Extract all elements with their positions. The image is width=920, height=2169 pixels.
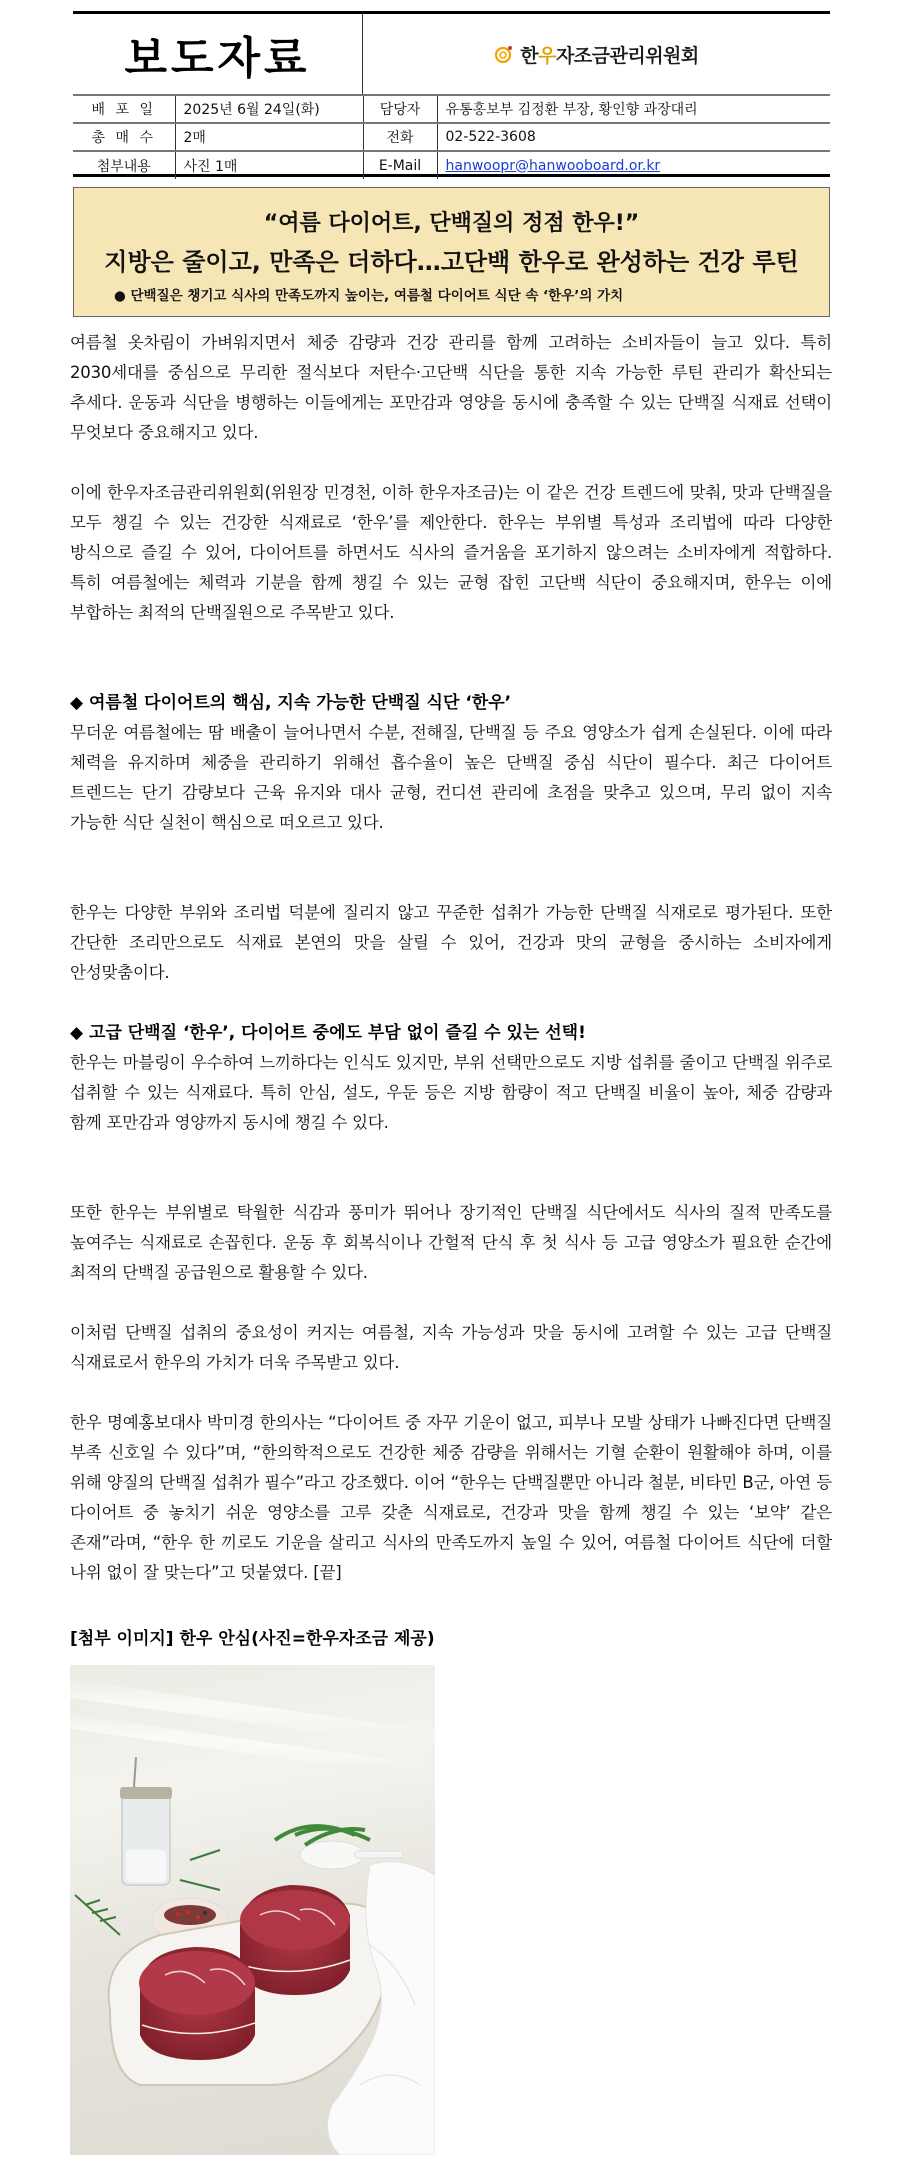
paragraph-1: 여름철 옷차림이 가벼워지면서 체중 감량과 건강 관리를 함께 고려하는 소비자들이 늘고 있다. 특히 2030세대를 중심으로 무리한 절식보다 저탄수·고단백 식단을 통한 지속 가능한 루틴 관리가 확산되는 추세다. 운동과 식단을 병행하는 이들에게는 포만감과 영양을 동시에 충족할 수 있는 단백질 식재료 선택이 무엇보다 중요해지고 있다. xyxy=(70,333,832,442)
table-row xyxy=(73,123,830,151)
section-heading-1: ◆ 여름철 다이어트의 핵심, 지속 가능한 단백질 식단 ‘한우’ xyxy=(70,693,512,713)
attachment-label: 첨부내용 xyxy=(73,151,175,179)
headline-secondary: 지방은 줄이고, 만족은 더하다…고단백 한우로 완성하는 건강 루틴 xyxy=(104,248,799,276)
paragraph-7: 이처럼 단백질 섭취의 중요성이 커지는 여름철, 지속 가능성과 맛을 동시에 고려할 수 있는 고급 단백질 식재료로서 한우의 가치가 더욱 주목받고 있다. xyxy=(70,1323,832,1372)
headline-subtitle: ● 단백질은 챙기고 식사의 만족도까지 높이는, 여름철 다이어트 식단 속 ‘한우’의 가치 xyxy=(114,288,624,304)
page-count-value: 2매 xyxy=(175,123,363,151)
table-row xyxy=(73,151,830,179)
headline-box xyxy=(73,187,830,317)
email-link[interactable]: hanwoopr@hanwooboard.or.kr xyxy=(445,157,661,174)
photo-illustration xyxy=(70,1665,435,2155)
attachment-caption: [첨부 이미지] 한우 안심(사진=한우자조금 제공) xyxy=(70,1629,435,1649)
email-label: E-Mail xyxy=(363,151,437,179)
release-info-table xyxy=(73,94,830,179)
contact-value: 유통홍보부 김정환 부장, 황인향 과장대리 xyxy=(437,95,830,123)
org-logo xyxy=(363,14,830,94)
section-heading-2: ◆ 고급 단백질 ‘한우’, 다이어트 중에도 부담 없이 즐길 수 있는 선택! xyxy=(70,1023,586,1043)
org-name-accent: 우 xyxy=(538,44,556,67)
contact-label: 담당자 xyxy=(363,95,437,123)
attachment-value: 사진 1매 xyxy=(175,151,363,179)
paragraph-2: 이에 한우자조금관리위원회(위원장 민경천, 이하 한우자조금)는 이 같은 건강 트렌드에 맞춰, 맛과 단백질을 모두 챙길 수 있는 건강한 식재료로 ‘한우’를 제안한다. 한우는 부위별 특성과 조리법에 따라 다양한 방식으로 즐길 수 있어, 다이어트를 하면서도 식사의 즐거움을 포기하지 않으려는 소비자에게 적합하다. 특히 여름철에는 체력과 기분을 함께 챙길 수 있는 균형 잡힌 고단백 식단이 중요해지며, 한우는 이에 부합하는 최적의 단백질원으로 주목받고 있다. xyxy=(70,483,832,622)
paragraph-6: 또한 한우는 부위별로 탁월한 식감과 풍미가 뛰어나 장기적인 단백질 식단에서도 식사의 질적 만족도를 높여주는 식재료로 손꼽힌다. 운동 후 회복식이나 간헐적 단식 후 첫 식사 등 고급 영양소가 필요한 순간에 최적의 단백질 공급원으로 활용할 수 있다. xyxy=(70,1203,832,1282)
phone-label: 전화 xyxy=(363,123,437,151)
hanwoo-tenderloin-photo xyxy=(70,1665,435,2155)
release-date-label: 배 포 일 xyxy=(73,95,175,123)
press-release-header xyxy=(73,11,830,177)
org-name-rest: 자조금관리위원회 xyxy=(555,44,699,67)
hanwoo-logo-icon xyxy=(494,44,514,64)
paragraph-5: 한우는 마블링이 우수하여 느끼하다는 인식도 있지만, 부위 선택만으로도 지방 섭취를 줄이고 단백질 위주로 섭취할 수 있는 식재료다. 특히 안심, 설도, 우둔 등은 지방 함량이 적고 단백질 비율이 높아, 체중 감량과 함께 포만감과 영양까지 동시에 챙길 수 있다. xyxy=(70,1053,832,1132)
paragraph-4: 한우는 다양한 부위와 조리법 덕분에 질리지 않고 꾸준한 섭취가 가능한 단백질 식재로로 평가된다. 또한 간단한 조리만으로도 식재료 본연의 맛을 살릴 수 있어, 건강과 맛의 균형을 중시하는 소비자에게 안성맞춤이다. xyxy=(70,903,832,982)
headline-main: “여름 다이어트, 단백질의 정점 한우!” xyxy=(263,211,640,236)
paragraph-3: 무더운 여름철에는 땀 배출이 늘어나면서 수분, 전해질, 단백질 등 주요 영양소가 쉽게 손실된다. 이에 따라 체력을 유지하며 체중을 관리하기 위해선 흡수율이 높은 단백질 중심 식단이 필수다. 최근 다이어트 트렌드는 단기 감량보다 근육 유지와 대사 균형, 컨디션 관리에 초점을 맞추고 있으며, 무리 없이 지속 가능한 식단 실천이 핵심으로 떠오르고 있다. xyxy=(70,723,832,832)
title-cell xyxy=(73,14,363,94)
org-name-prefix: 한 xyxy=(520,44,539,67)
paragraph-8: 한우 명예홍보대사 박미경 한의사는 “다이어트 중 자꾸 기운이 없고, 피부나 모발 상태가 나빠진다면 단백질 부족 신호일 수 있다”며, “한의학적으로도 건강한 체중 감량을 위해서는 기혈 순환이 원활해야 하며, 이를 위해 양질의 단백질 섭취가 필수”라고 강조했다. 이어 “한우는 단백질뿐만 아니라 철분, 비타민 B군, 아연 등 다이어트 중 놓치기 쉬운 영양소를 고루 갖춘 식재료로, 건강과 맛을 함께 챙길 수 있는 ‘보약’ 같은 존재”라며, “한우 한 끼로도 기운을 살리고 식사의 만족도까지 높일 수 있어, 여름철 다이어트 식단에 더할 나위 없이 잘 맞는다”고 덧붙였다. [끝] xyxy=(70,1413,832,1582)
org-name xyxy=(520,41,699,68)
release-date-value: 2025년 6월 24일(화) xyxy=(175,95,363,123)
table-row xyxy=(73,95,830,123)
email-cell xyxy=(437,151,830,179)
page-count-label: 총 매 수 xyxy=(73,123,175,151)
phone-value: 02-522-3608 xyxy=(437,123,830,151)
doc-title: 보도자료 xyxy=(124,33,311,84)
